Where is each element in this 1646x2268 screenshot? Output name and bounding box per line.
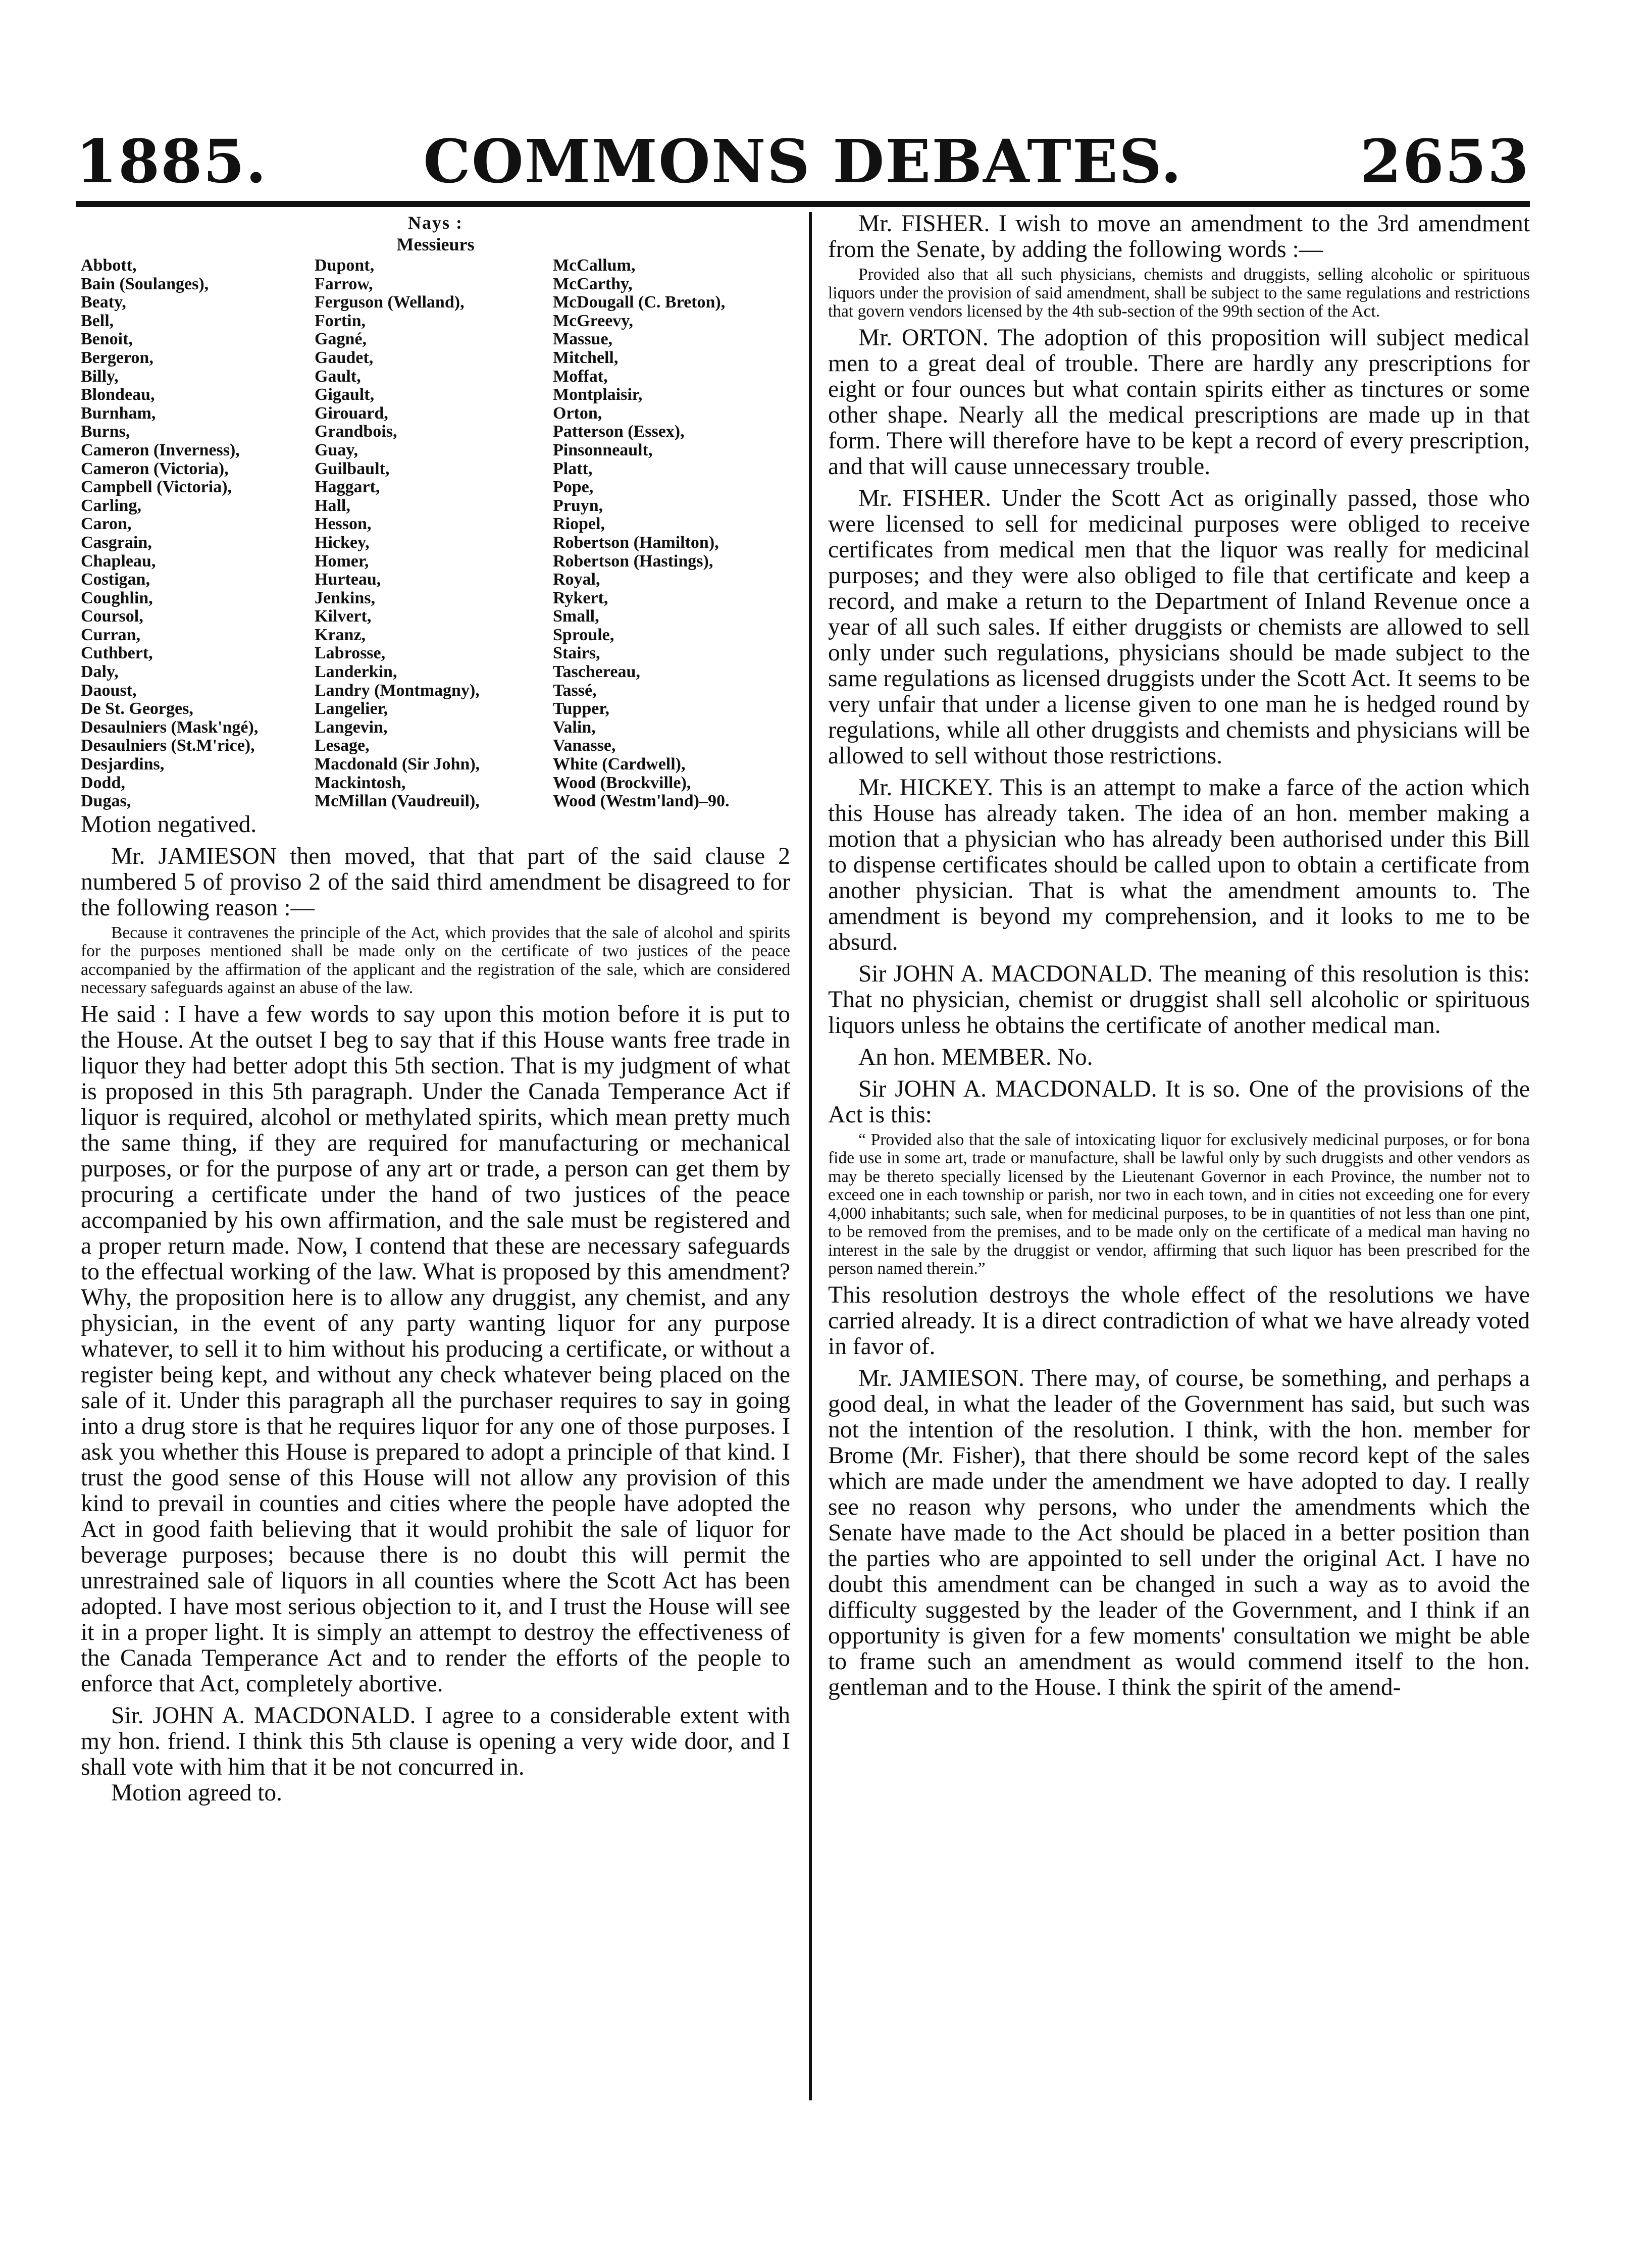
nays-member-name: Coughlin,: [81, 589, 153, 607]
nays-member-name: Benoit,: [81, 330, 133, 349]
nays-heading: Nays :: [408, 213, 463, 233]
nays-member-name: Kilvert,: [315, 607, 372, 626]
hon-member: An hon. MEMBER. No.: [858, 1044, 1093, 1070]
nays-member-name: Blondeau,: [81, 386, 155, 404]
macdonald-reply: Sir. JOHN A. MACDONALD. I agree to a considerable extent with my hon. friend. I think this 5th clause is opening a very wide door, and I shall vote with him that it be not concurred in.: [81, 1702, 790, 1780]
reason-quote: Because it contravenes the principle of the Act, which provides that the sale of alcohol and spirits for the purposes mentioned shall be made only on the certificate of two justices of the peace accompanied by the affirmation of the applicant and the registration of the sale, which are considered necessary safeguards against an abuse of the law.: [81, 923, 790, 998]
nays-member-name: Pruyn,: [553, 496, 603, 515]
nays-member-name: Casgrain,: [81, 533, 152, 552]
hickey-speech: Mr. HICKEY. This is an attempt to make a farce of the action which this House has already taken. The idea of an hon. member making a motion that a physician who has already been authorised under this Bill to dispense certificates should be called upon to obtain a certificate from another physician. That is what the amendment amounts to. The amendment is beyond my comprehension, and it looks to me to be absurd.: [828, 774, 1530, 955]
nays-member-name: Mackintosh,: [315, 774, 406, 792]
nays-member-name: Stairs,: [553, 644, 600, 663]
act-quote: “ Provided also that the sale of intoxicating liquor for exclusively medicinal purposes, or for bona fide use in some art, trade or manufacture, shall be lawful only by such druggists and other vendors as may be thereto specially licensed by the Lieutenant Governor in each Province, the number not to exceed one in each township or parish, nor two in each town, and in cities not exceeding one for every 4,000 inhabitants; such sale, when for medicinal purposes, to be in quantities of not less than one pint, to be removed from the premises, and to be made only on the certificate of a medical man having no interest in the sale by the druggist or vendor, affirming that such liquor has been prescribed for the person named therein.”: [828, 1130, 1530, 1278]
nays-member-name: Hickey,: [315, 533, 370, 552]
nays-member-name: De St. Georges,: [81, 700, 193, 718]
nays-column-3: [553, 256, 790, 811]
nays-member-name: Guilbault,: [315, 459, 390, 478]
nays-member-name: Riopel,: [553, 515, 605, 534]
nays-member-name: Langelier,: [315, 700, 388, 718]
nays-member-name: McMillan (Vaudreuil),: [315, 792, 480, 811]
nays-member-name: Girouard,: [315, 404, 388, 423]
nays-member-name: Abbott,: [81, 256, 137, 275]
nays-member-name: Bergeron,: [81, 348, 153, 367]
nays-member-name: Lesage,: [315, 737, 370, 755]
nays-member-name: Moffat,: [553, 367, 608, 386]
nays-member-name: Vanasse,: [553, 737, 616, 755]
orton-speech: Mr. ORTON. The adoption of this proposition will subject medical men to a great deal of trouble. There are hardly any prescriptions for eight or four ounces but what contain spirits either as tinctures or some other shape. Nearly all the medical prescriptions are made up in that form. There will therefore have to be kept a record of every prescription, and that will cause unnecessary trouble.: [828, 324, 1530, 480]
nays-member-name: Bain (Soulanges),: [81, 275, 209, 293]
nays-member-name: Guay,: [315, 441, 358, 459]
column-divider: [809, 212, 812, 2100]
jamieson-speech: He said : I have a few words to say upon this motion before it is put to the House. At the outset I beg to say that if this House wants free trade in liquor they had better adopt this 5th section. That is my judgment of what is proposed in this 5th paragraph. Under the Canada Temperance Act if liquor is required, alcohol or methylated spirits, which mean pretty much the same thing, if they are required for manufacturing or mechanical purposes, or for the purpose of any art or trade, a person can get them by procuring a certificate under the hand of two justices of the peace accompanied by his own affirmation, and the sale must be registered and a proper return made. Now, I contend that these are necessary safeguards to the effectual working of the law. What is proposed by this amendment? Why, the proposition here is to allow any druggist, any chemist, and any physician, in the event of any party wanting liquor for any purpose whatever, to sell it to him without his producing a certificate, or without a register being kept, and without any check whatever being placed on the sale of it. Under this paragraph all the purchaser requires to say in going into a drug store is that he requires liquor for any one of those purposes. I ask you whether this House is prepared to adopt a principle of that kind. I trust the good sense of this House will not allow any provision of this kind to prevail in counties and cities where the people have adopted the Act in good faith believing that it would prohibit the sale of liquor for beverage purposes; because there is no doubt this will permit the unrestrained sale of liquors in all counties where the Scott Act has been adopted. I have most serious objection to it, and I trust the House will see it in a proper light. It is simply an attempt to destroy the effectiveness of the Canada Temperance Act and to render the efforts of the people to enforce that Act, completely abortive.: [81, 1001, 790, 1697]
right-column: [828, 211, 1530, 1700]
nays-member-name: Jenkins,: [315, 589, 375, 607]
nays-member-name: McCallum,: [553, 256, 636, 275]
nays-member-name: Daly,: [81, 663, 119, 682]
nays-member-name: Burnham,: [81, 404, 156, 423]
nays-member-name: Hurteau,: [315, 571, 381, 589]
nays-member-name: Hall,: [315, 496, 350, 515]
nays-member-name: Carling,: [81, 496, 141, 515]
jamieson-reply: Mr. JAMIESON. There may, of course, be something, and perhaps a good deal, in what the leader of the Government has said, but such was not the intention of the resolution. I think, with the hon. member for Brome (Mr. Fisher), that there should be some record kept of the sales which are made under the amendment we have adopted to day. I really see no reason why persons, who under the amendments which the Senate have made to the Act should be placed in a better position than the parties who are appointed to sell under the original Act. I have no doubt this amendment can be changed in such a way as to avoid the difficulty suggested by the leader of the Government, and I think if an opportunity is given for a few moments' consultation we might be able to frame such an amendment as would commend itself to the hon. gentleman and to the House. I think the spirit of the amend-: [828, 1365, 1530, 1700]
nays-member-name: Caron,: [81, 515, 132, 534]
macdonald-provisions: Sir JOHN A. MACDONALD. It is so. One of the provisions of the Act is this:: [828, 1075, 1530, 1128]
nays-member-name: Small,: [553, 607, 599, 626]
macdonald-resolution: Sir JOHN A. MACDONALD. The meaning of this resolution is this: That no physician, chemist or druggist shall sell alcoholic or spirituous liquors unless he obtains the certificate of another medical man.: [828, 960, 1530, 1039]
nays-list: [81, 256, 790, 811]
nays-member-name: Sproule,: [553, 626, 614, 644]
nays-member-name: Dodd,: [81, 774, 125, 792]
nays-member-name: Ferguson (Welland),: [315, 293, 465, 312]
nays-column-1: [81, 256, 315, 811]
nays-member-name: Royal,: [553, 571, 600, 589]
nays-member-name: Haggart,: [315, 478, 380, 497]
nays-member-name: McGreevy,: [553, 312, 633, 330]
nays-subheading: Messieurs: [396, 234, 475, 254]
nays-member-name: Fortin,: [315, 312, 366, 330]
nays-column-2: [315, 256, 553, 811]
nays-member-name: Farrow,: [315, 275, 373, 293]
jamieson-motion: Mr. JAMIESON then moved, that that part of the said clause 2 numbered 5 of proviso 2 of the said third amendment be disagreed to for the following reason :—: [81, 843, 790, 921]
nays-member-name: Gagné,: [315, 330, 367, 349]
nays-member-name: Taschereau,: [553, 663, 640, 682]
nays-member-name: Robertson (Hamilton),: [553, 533, 719, 552]
fisher-quote: Provided also that all such physicians, chemists and druggists, selling alcoholic or spirituous liquors under the provision of said amendment, shall be subject to the same regulations and restrictions that govern vendors licensed by the 4th sub-section of the 99th section of the Act.: [828, 265, 1530, 321]
nays-member-name: Langevin,: [315, 718, 388, 737]
nays-member-name: Cameron (Inverness),: [81, 441, 240, 459]
nays-member-name: Landerkin,: [315, 663, 397, 682]
fisher-amendment: Mr. FISHER. I wish to move an amendment to the 3rd amendment from the Senate, by adding the following words :—: [828, 211, 1530, 263]
nays-member-name: Desaulniers (Mask'ngé),: [81, 718, 259, 737]
nays-member-name: Gigault,: [315, 386, 375, 404]
nays-member-name: Macdonald (Sir John),: [315, 755, 480, 774]
nays-member-name: Hesson,: [315, 515, 372, 534]
nays-member-name: McDougall (C. Breton),: [553, 293, 726, 312]
nays-member-name: Cameron (Victoria),: [81, 459, 229, 478]
nays-member-name: Daoust,: [81, 681, 137, 700]
nays-member-name: Pinsonneault,: [553, 441, 653, 459]
nays-member-name: Mitchell,: [553, 348, 619, 367]
header-rule: [76, 201, 1530, 207]
nays-member-name: White (Cardwell),: [553, 755, 686, 774]
nays-member-name: Tassé,: [553, 681, 597, 700]
nays-member-name: Kranz,: [315, 626, 366, 644]
nays-member-name: Labrosse,: [315, 644, 386, 663]
nays-member-name: McCarthy,: [553, 275, 633, 293]
header-page-number: 2653: [1360, 126, 1530, 196]
nays-member-name: Gaudet,: [315, 348, 374, 367]
nays-member-name: Cuthbert,: [81, 644, 153, 663]
nays-member-name: Robertson (Hastings),: [553, 552, 713, 571]
nays-member-name: Montplaisir,: [553, 386, 643, 404]
page-header: [76, 126, 1530, 202]
nays-member-name: Platt,: [553, 459, 593, 478]
nays-member-name: Beaty,: [81, 293, 126, 312]
nays-member-name: Curran,: [81, 626, 141, 644]
nays-member-name: Dugas,: [81, 792, 131, 811]
nays-member-name: Campbell (Victoria),: [81, 478, 232, 497]
nays-member-name: Desjardins,: [81, 755, 165, 774]
nays-member-name: Chapleau,: [81, 552, 156, 571]
nays-member-name: Patterson (Essex),: [553, 423, 685, 441]
fisher-speech: Mr. FISHER. Under the Scott Act as originally passed, those who were licensed to sell for medicinal purposes were obliged to receive certificates from medical men that the liquor was really for medicinal purposes; and they were also obliged to file that certificate and keep a record, and make a return to the Department of Inland Revenue once a year of all such sales. If either druggists or chemists are allowed to sell only under such regulations, physicians should be made subject to the same regulations as licensed druggists under the Scott Act. It seems to be very unfair that under a license given to one man he is hedged round by regulations, while all other druggists and chemists and physicians will be allowed to sell without those restrictions.: [828, 485, 1530, 769]
motion-agreed: Motion agreed to.: [111, 1779, 283, 1806]
nays-member-name: Landry (Montmagny),: [315, 681, 480, 700]
nays-member-name: Gault,: [315, 367, 361, 386]
nays-member-name: Desaulniers (St.M'rice),: [81, 737, 255, 755]
motion-negatived: Motion negatived.: [81, 811, 257, 838]
nays-member-name: Wood (Westm'land)–90.: [553, 792, 730, 811]
nays-member-name: Billy,: [81, 367, 119, 386]
nays-member-name: Coursol,: [81, 607, 143, 626]
left-column: [81, 211, 790, 1806]
nays-member-name: Massue,: [553, 330, 613, 349]
nays-member-name: Rykert,: [553, 589, 608, 607]
macdonald-conclusion: This resolution destroys the whole effect of the resolutions we have carried already. It is a direct contradiction of what we have already voted in favor of.: [828, 1281, 1530, 1360]
nays-member-name: Valin,: [553, 718, 596, 737]
nays-member-name: Bell,: [81, 312, 114, 330]
nays-member-name: Homer,: [315, 552, 369, 571]
header-year: 1885.: [76, 126, 268, 196]
nays-member-name: Costigan,: [81, 571, 150, 589]
nays-member-name: Burns,: [81, 423, 130, 441]
nays-member-name: Orton,: [553, 404, 602, 423]
header-title: COMMONS DEBATES.: [423, 126, 1182, 196]
nays-member-name: Tupper,: [553, 700, 609, 718]
nays-member-name: Dupont,: [315, 256, 375, 275]
nays-member-name: Grandbois,: [315, 423, 397, 441]
nays-member-name: Wood (Brockville),: [553, 774, 691, 792]
nays-member-name: Pope,: [553, 478, 594, 497]
